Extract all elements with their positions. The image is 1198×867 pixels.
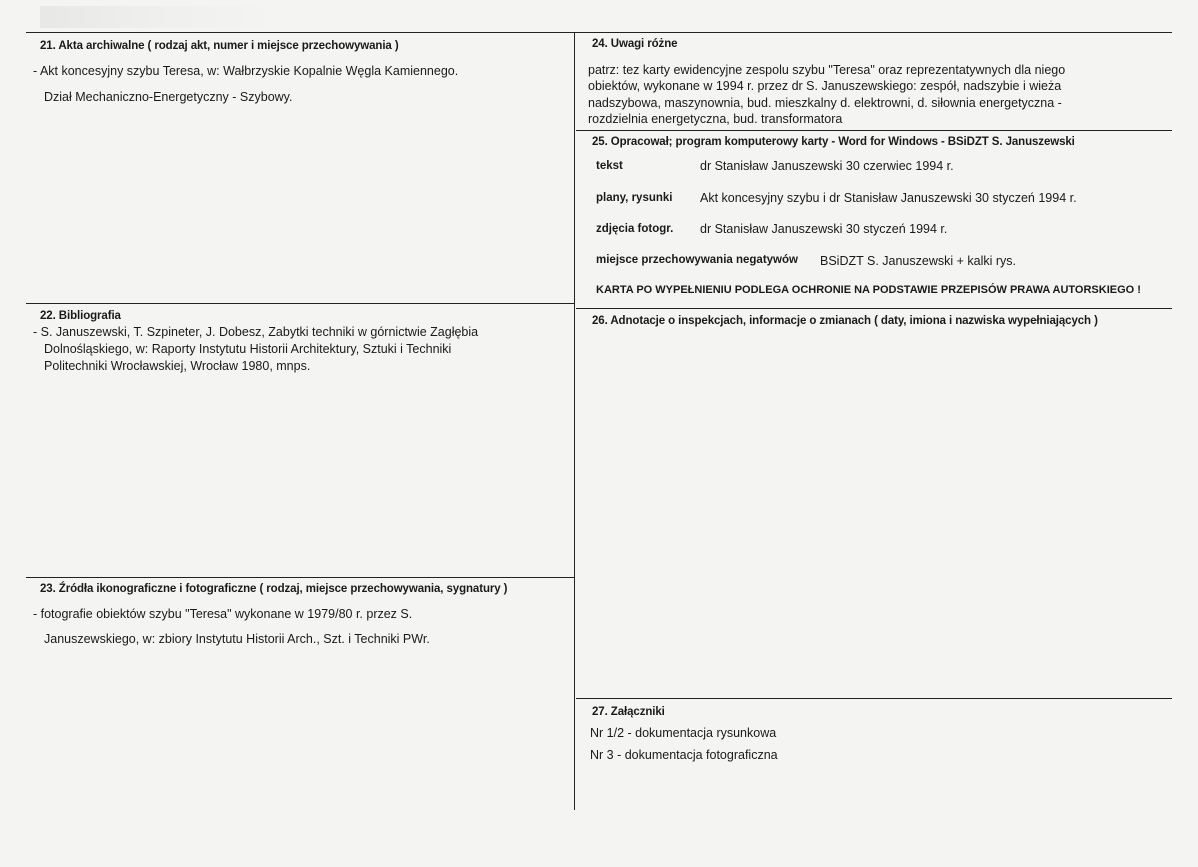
- miejsce-value: BSiDZT S. Januszewski + kalki rys.: [820, 254, 1017, 268]
- miejsce-label: miejsce przechowywania negatywów: [596, 254, 798, 266]
- scan-smudge: [40, 6, 280, 28]
- section-24-line-1: patrz: tez karty ewidencyjne zespolu szybu "Teresa" oraz reprezentatywnych dla niego: [588, 63, 1066, 77]
- zdjecia-value: dr Stanisław Januszewski 30 styczeń 1994 r.: [700, 222, 948, 236]
- section-21: [40, 40, 399, 52]
- section-24-title: 24. Uwagi różne: [592, 38, 678, 50]
- tekst-label: tekst: [596, 160, 623, 172]
- section-27-line-1: Nr 1/2 - dokumentacja rysunkowa: [590, 726, 777, 740]
- divider-21-22: [26, 303, 574, 304]
- divider-22-23: [26, 577, 574, 578]
- section-22-line-3: Politechniki Wrocławskiej, Wrocław 1980, mnps.: [44, 359, 311, 373]
- section-27-line-2: Nr 3 - dokumentacja fotograficzna: [590, 748, 778, 762]
- section-23-title: 23. Źródła ikonograficzne i fotograficzne ( rodzaj, miejsce przechowywania, sygnatury ): [40, 583, 508, 595]
- zdjecia-label: zdjęcia fotogr.: [596, 223, 674, 235]
- plany-label: plany, rysunki: [596, 192, 673, 204]
- section-24-line-3: nadszybowa, maszynownia, bud. mieszkalny d. elektrowni, d. siłownia energetyczna -: [588, 96, 1062, 110]
- section-22-title: 22. Bibliografia: [40, 310, 121, 322]
- copyright-notice: KARTA PO WYPEŁNIENIU PODLEGA OCHRONIE NA PODSTAWIE PRZEPISÓW PRAWA AUTORSKIEGO !: [596, 284, 1141, 296]
- section-26-title: 26. Adnotacje o inspekcjach, informacje o zmianach ( daty, imiona i nazwiska wypełniających ): [592, 315, 1098, 327]
- section-22-line-1: - S. Januszewski, T. Szpineter, J. Dobesz, Zabytki techniki w górnictwie Zagłębia: [33, 325, 479, 339]
- section-24-line-4: rozdzielnia energetyczna, bud. transformatora: [588, 112, 843, 126]
- section-23-line-1: - fotografie obiektów szybu "Teresa" wykonane w 1979/80 r. przez S.: [33, 607, 413, 621]
- section-21-title: 21. Akta archiwalne ( rodzaj akt, numer i miejsce przechowywania ): [40, 40, 399, 52]
- section-22-line-2: Dolnośląskiego, w: Raporty Instytutu Historii Architektury, Sztuki i Techniki: [44, 342, 452, 356]
- section-23-line-2: Januszewskiego, w: zbiory Instytutu Historii Arch., Szt. i Techniki PWr.: [44, 632, 430, 646]
- center-divider: [574, 32, 575, 810]
- section-25-title: 25. Opracował; program komputerowy karty - Word for Windows - BSiDZT S. Januszewski: [592, 136, 1075, 148]
- divider-25-26: [576, 308, 1172, 309]
- plany-value: Akt koncesyjny szybu i dr Stanisław Januszewski 30 styczeń 1994 r.: [700, 191, 1077, 205]
- top-border: [26, 32, 1172, 33]
- tekst-value: dr Stanisław Januszewski 30 czerwiec 1994 r.: [700, 159, 954, 173]
- section-27-title: 27. Załączniki: [592, 706, 665, 718]
- section-21-line-2: Dział Mechaniczno-Energetyczny - Szybowy.: [44, 90, 293, 104]
- section-24-line-2: obiektów, wykonane w 1994 r. przez dr S. Januszewskiego: zespół, nadszybie i wieża: [588, 79, 1062, 93]
- divider-26-27: [576, 698, 1172, 699]
- section-21-line-1: - Akt koncesyjny szybu Teresa, w: Wałbrzyskie Kopalnie Węgla Kamiennego.: [33, 64, 459, 78]
- divider-24-25: [576, 130, 1172, 131]
